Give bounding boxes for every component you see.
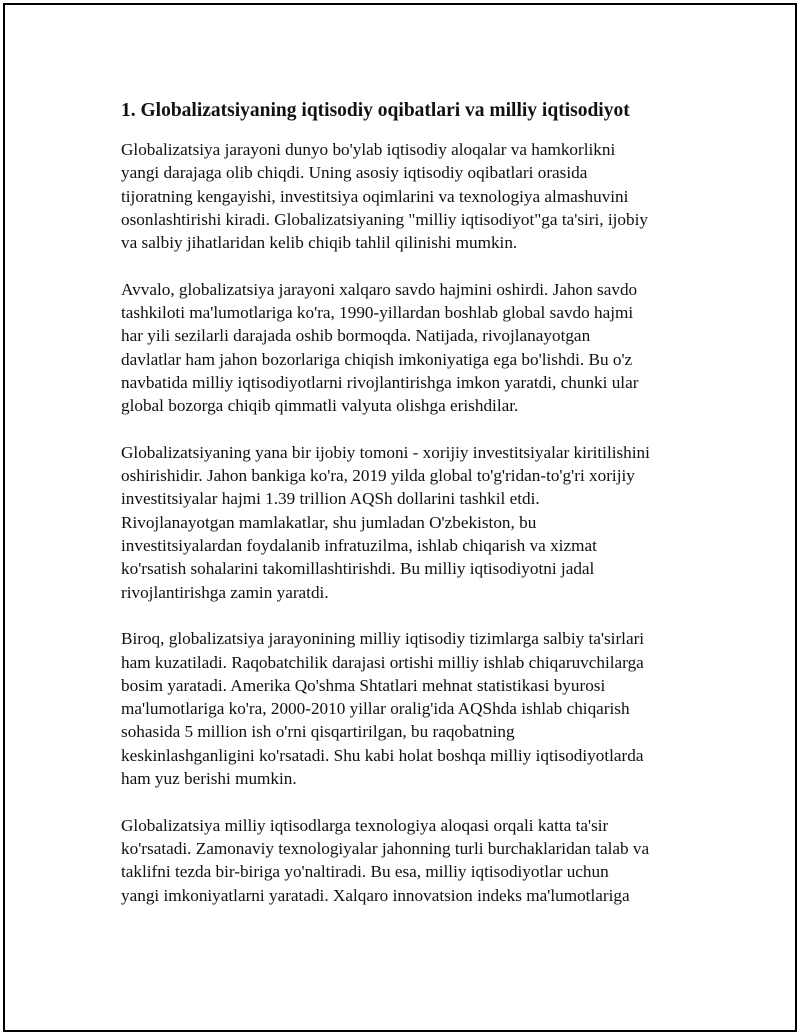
paragraph-line: investitsiyalardan foydalanib infratuzilma, ishlab chiqarish va xizmat xyxy=(121,536,597,556)
paragraph-line: ko'rsatish sohalarini takomillashtirishdi. Bu milliy iqtisodiyotni jadal xyxy=(121,559,595,579)
paragraph-gap xyxy=(121,418,691,441)
paragraph-line: va salbiy jihatlaridan kelib chiqib tahlil qilinishi mumkin. xyxy=(121,233,518,253)
section-heading: 1. Globalizatsiyaning iqtisodiy oqibatlari va milliy iqtisodiyot xyxy=(121,100,630,121)
paragraph-line: ko'rsatadi. Zamonaviy texnologiyalar jahonning turli burchaklaridan talab va xyxy=(121,838,650,858)
paragraph-line: bosim yaratadi. Amerika Qo'shma Shtatlari mehnat statistikasi byurosi xyxy=(121,675,606,695)
paragraph-line: navbatida milliy iqtisodiyotlarni rivojlantirishga imkon yaratdi, chunki ular xyxy=(121,372,639,392)
paragraph-line: Avvalo, globalizatsiya jarayoni xalqaro savdo hajmini oshirdi. Jahon savdo xyxy=(121,279,638,299)
paragraph-line: ma'lumotlariga ko'ra, 2000-2010 yillar oralig'ida AQShda ishlab chiqarish xyxy=(121,699,630,719)
paragraph-gap xyxy=(121,254,691,277)
paragraph-line: yangi imkoniyatlarni yaratadi. Xalqaro innovatsion indeks ma'lumotlariga xyxy=(121,885,630,905)
paragraph-line: Globalizatsiya jarayoni dunyo bo'ylab iqtisodiy aloqalar va hamkorlikni xyxy=(121,140,616,159)
paragraph-line: yangi darajaga olib chiqdi. Uning asosiy iqtisodiy oqibatlari orasida xyxy=(121,163,588,183)
paragraph-line: oshirishidir. Jahon bankiga ko'ra, 2019 yilda global to'g'ridan-to'g'ri xorijiy xyxy=(121,466,635,486)
document-page xyxy=(3,3,797,1032)
paragraph-line: Globalizatsiya milliy iqtisodlarga texnologiya aloqasi orqali katta ta'sir xyxy=(121,815,609,835)
paragraph-line: har yili sezilarli darajada oshib bormoqda. Natijada, rivojlanayotgan xyxy=(121,326,591,346)
paragraph xyxy=(121,814,691,907)
paragraph-line: rivojlantirishga zamin yaratdi. xyxy=(121,582,329,602)
paragraph-gap xyxy=(121,604,691,627)
paragraph-line: investitsiyalar hajmi 1.39 trillion AQSh dollarini tashkil etdi. xyxy=(121,489,540,509)
paragraph-line: osonlashtirishi kiradi. Globalizatsiyaning "milliy iqtisodiyot"ga ta'siri, ijobiy xyxy=(121,209,648,229)
paragraph-line: davlatlar ham jahon bozorlariga chiqish imkoniyatiga ega bo'lishdi. Bu o'z xyxy=(121,349,633,369)
paragraph xyxy=(121,138,691,254)
paragraph xyxy=(121,278,691,418)
paragraph-line: Globalizatsiyaning yana bir ijobiy tomoni - xorijiy investitsiyalar kiritilishini xyxy=(121,442,650,462)
paragraph-line: keskinlashganligini ko'rsatadi. Shu kabi holat boshqa milliy iqtisodiyotlarda xyxy=(121,745,644,765)
paragraph-gap xyxy=(121,790,691,813)
paragraph-line: sohasida 5 million ish o'rni qisqartirilgan, bu raqobatning xyxy=(121,722,515,742)
paragraph-line: taklifni tezda bir-biriga yo'naltiradi. Bu esa, milliy iqtisodiyotlar uchun xyxy=(121,862,609,882)
paragraph-line: ham kuzatiladi. Raqobatchilik darajasi ortishi milliy ishlab chiqaruvchilarga xyxy=(121,652,644,672)
paragraph xyxy=(121,627,691,790)
document-body xyxy=(121,98,691,907)
paragraphs-container xyxy=(121,138,691,907)
paragraph-line: Biroq, globalizatsiya jarayonining milliy iqtisodiy tizimlarga salbiy ta'sirlari xyxy=(121,629,645,649)
paragraph-line: Rivojlanayotgan mamlakatlar, shu jumladan O'zbekiston, bu xyxy=(121,512,537,532)
paragraph-line: tashkiloti ma'lumotlariga ko'ra, 1990-yillardan boshlab global savdo hajmi xyxy=(121,303,634,323)
paragraph-line: global bozorga chiqib qimmatli valyuta olishga erishdilar. xyxy=(121,396,519,416)
paragraph xyxy=(121,441,691,604)
paragraph-line: ham yuz berishi mumkin. xyxy=(121,769,297,789)
paragraph-line: tijoratning kengayishi, investitsiya oqimlarini va texnologiya almashuvini xyxy=(121,186,629,206)
